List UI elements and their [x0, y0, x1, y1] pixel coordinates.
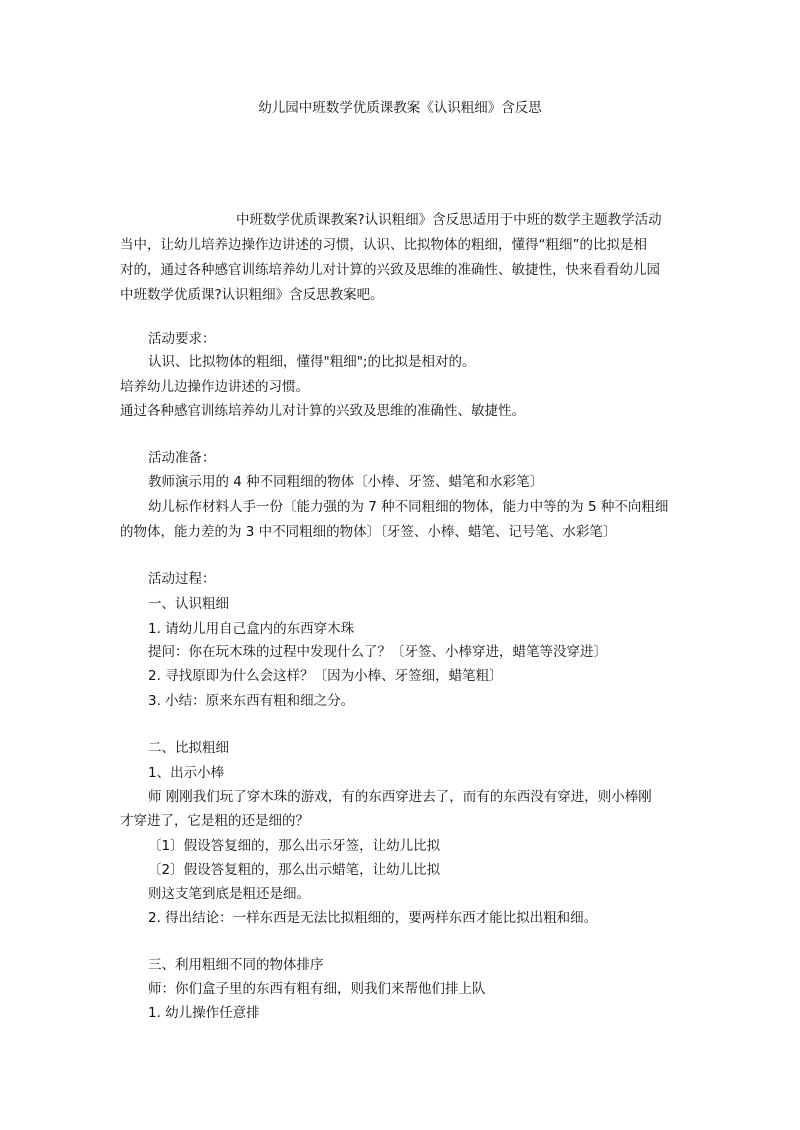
intro-line: 对的，通过各种感官训练培养幼儿对计算的兴致及思维的准确性、敏捷性，快来看看幼儿园 [120, 262, 660, 278]
document-title: 幼儿园中班数学优质课教案《认识粗细》含反思 [258, 100, 542, 116]
section-line: 3. 小结：原来东西有粗和细之分。 [148, 693, 355, 709]
section-line: 则这支笔到底是粗还是细。 [148, 886, 310, 902]
section-line: 1、出示小棒 [148, 765, 225, 781]
section-line: 1. 幼儿操作任意排 [148, 1005, 260, 1021]
requirement-item: 培养幼儿边操作边讲述的习惯。 [120, 379, 309, 395]
preparation-line: 幼儿标作材料人手一份〔能力强的为 7 种不同粗细的物体，能力中等的为 5 种不向粗细 [148, 499, 669, 515]
section-line: 1. 请幼儿用自己盒内的东西穿木珠 [148, 621, 355, 637]
section-line: 〔1〕假设答复细的，那么出示牙签，让幼儿比拟 [148, 838, 441, 854]
preparation-line: 教师演示用的 4 种不同粗细的物体〔小棒、牙签、蜡笔和水彩笔〕 [148, 474, 544, 490]
intro-line: 当中，让幼儿培养边操作边讲述的习惯，认识、比拟物体的粗细，懂得“粗细”的比拟是相 [120, 237, 647, 253]
preparation-heading: 活动准备： [148, 450, 216, 466]
section-line: 师：你们盒子里的东西有粗有细，则我们来帮他们排上队 [148, 981, 486, 997]
requirement-item: 认识、比拟物体的粗细，懂得"粗细";的比拟是相对的。 [148, 354, 476, 370]
section-line: 2. 寻找原即为什么会这样？〔因为小棒、牙签细，蜡笔粗〕 [148, 668, 503, 684]
preparation-line: 的物体，能力差的为 3 中不同粗细的物体〕〔牙签、小棒、蜡笔、记号笔、水彩笔〕 [120, 524, 617, 540]
section-line: 师 刚刚我们玩了穿木珠的游戏，有的东西穿进去了，而有的东西没有穿进，则小棒刚 [148, 789, 652, 805]
section-line: 2. 得出结论：一样东西是无法比拟粗细的，要两样东西才能比拟出粗和细。 [148, 910, 598, 926]
intro-line: 中班数学优质课教案?认识粗细》含反思适用于中班的数学主题教学活动 [236, 212, 662, 228]
section-line: 才穿进了，它是粗的还是细的？ [120, 813, 309, 829]
intro-line: 中班数学优质课?认识粗细》含反思教案吧。 [120, 287, 384, 303]
section-heading: 二、比拟粗细 [148, 740, 229, 756]
section-line: 提问：你在玩木珠的过程中发现什么了？〔牙签、小棒穿进，蜡笔等没穿进〕 [148, 644, 607, 660]
requirements-heading: 活动要求： [148, 331, 216, 347]
section-line: 〔2〕假设答复粗的，那么出示蜡笔，让幼儿比拟 [148, 862, 441, 878]
section-heading: 三、利用粗细不同的物体排序 [148, 957, 324, 973]
process-heading: 活动过程： [148, 571, 216, 587]
section-heading: 一、认识粗细 [148, 596, 229, 612]
requirement-item: 通过各种感官训练培养幼儿对计算的兴致及思维的准确性、敏捷性。 [120, 403, 525, 419]
